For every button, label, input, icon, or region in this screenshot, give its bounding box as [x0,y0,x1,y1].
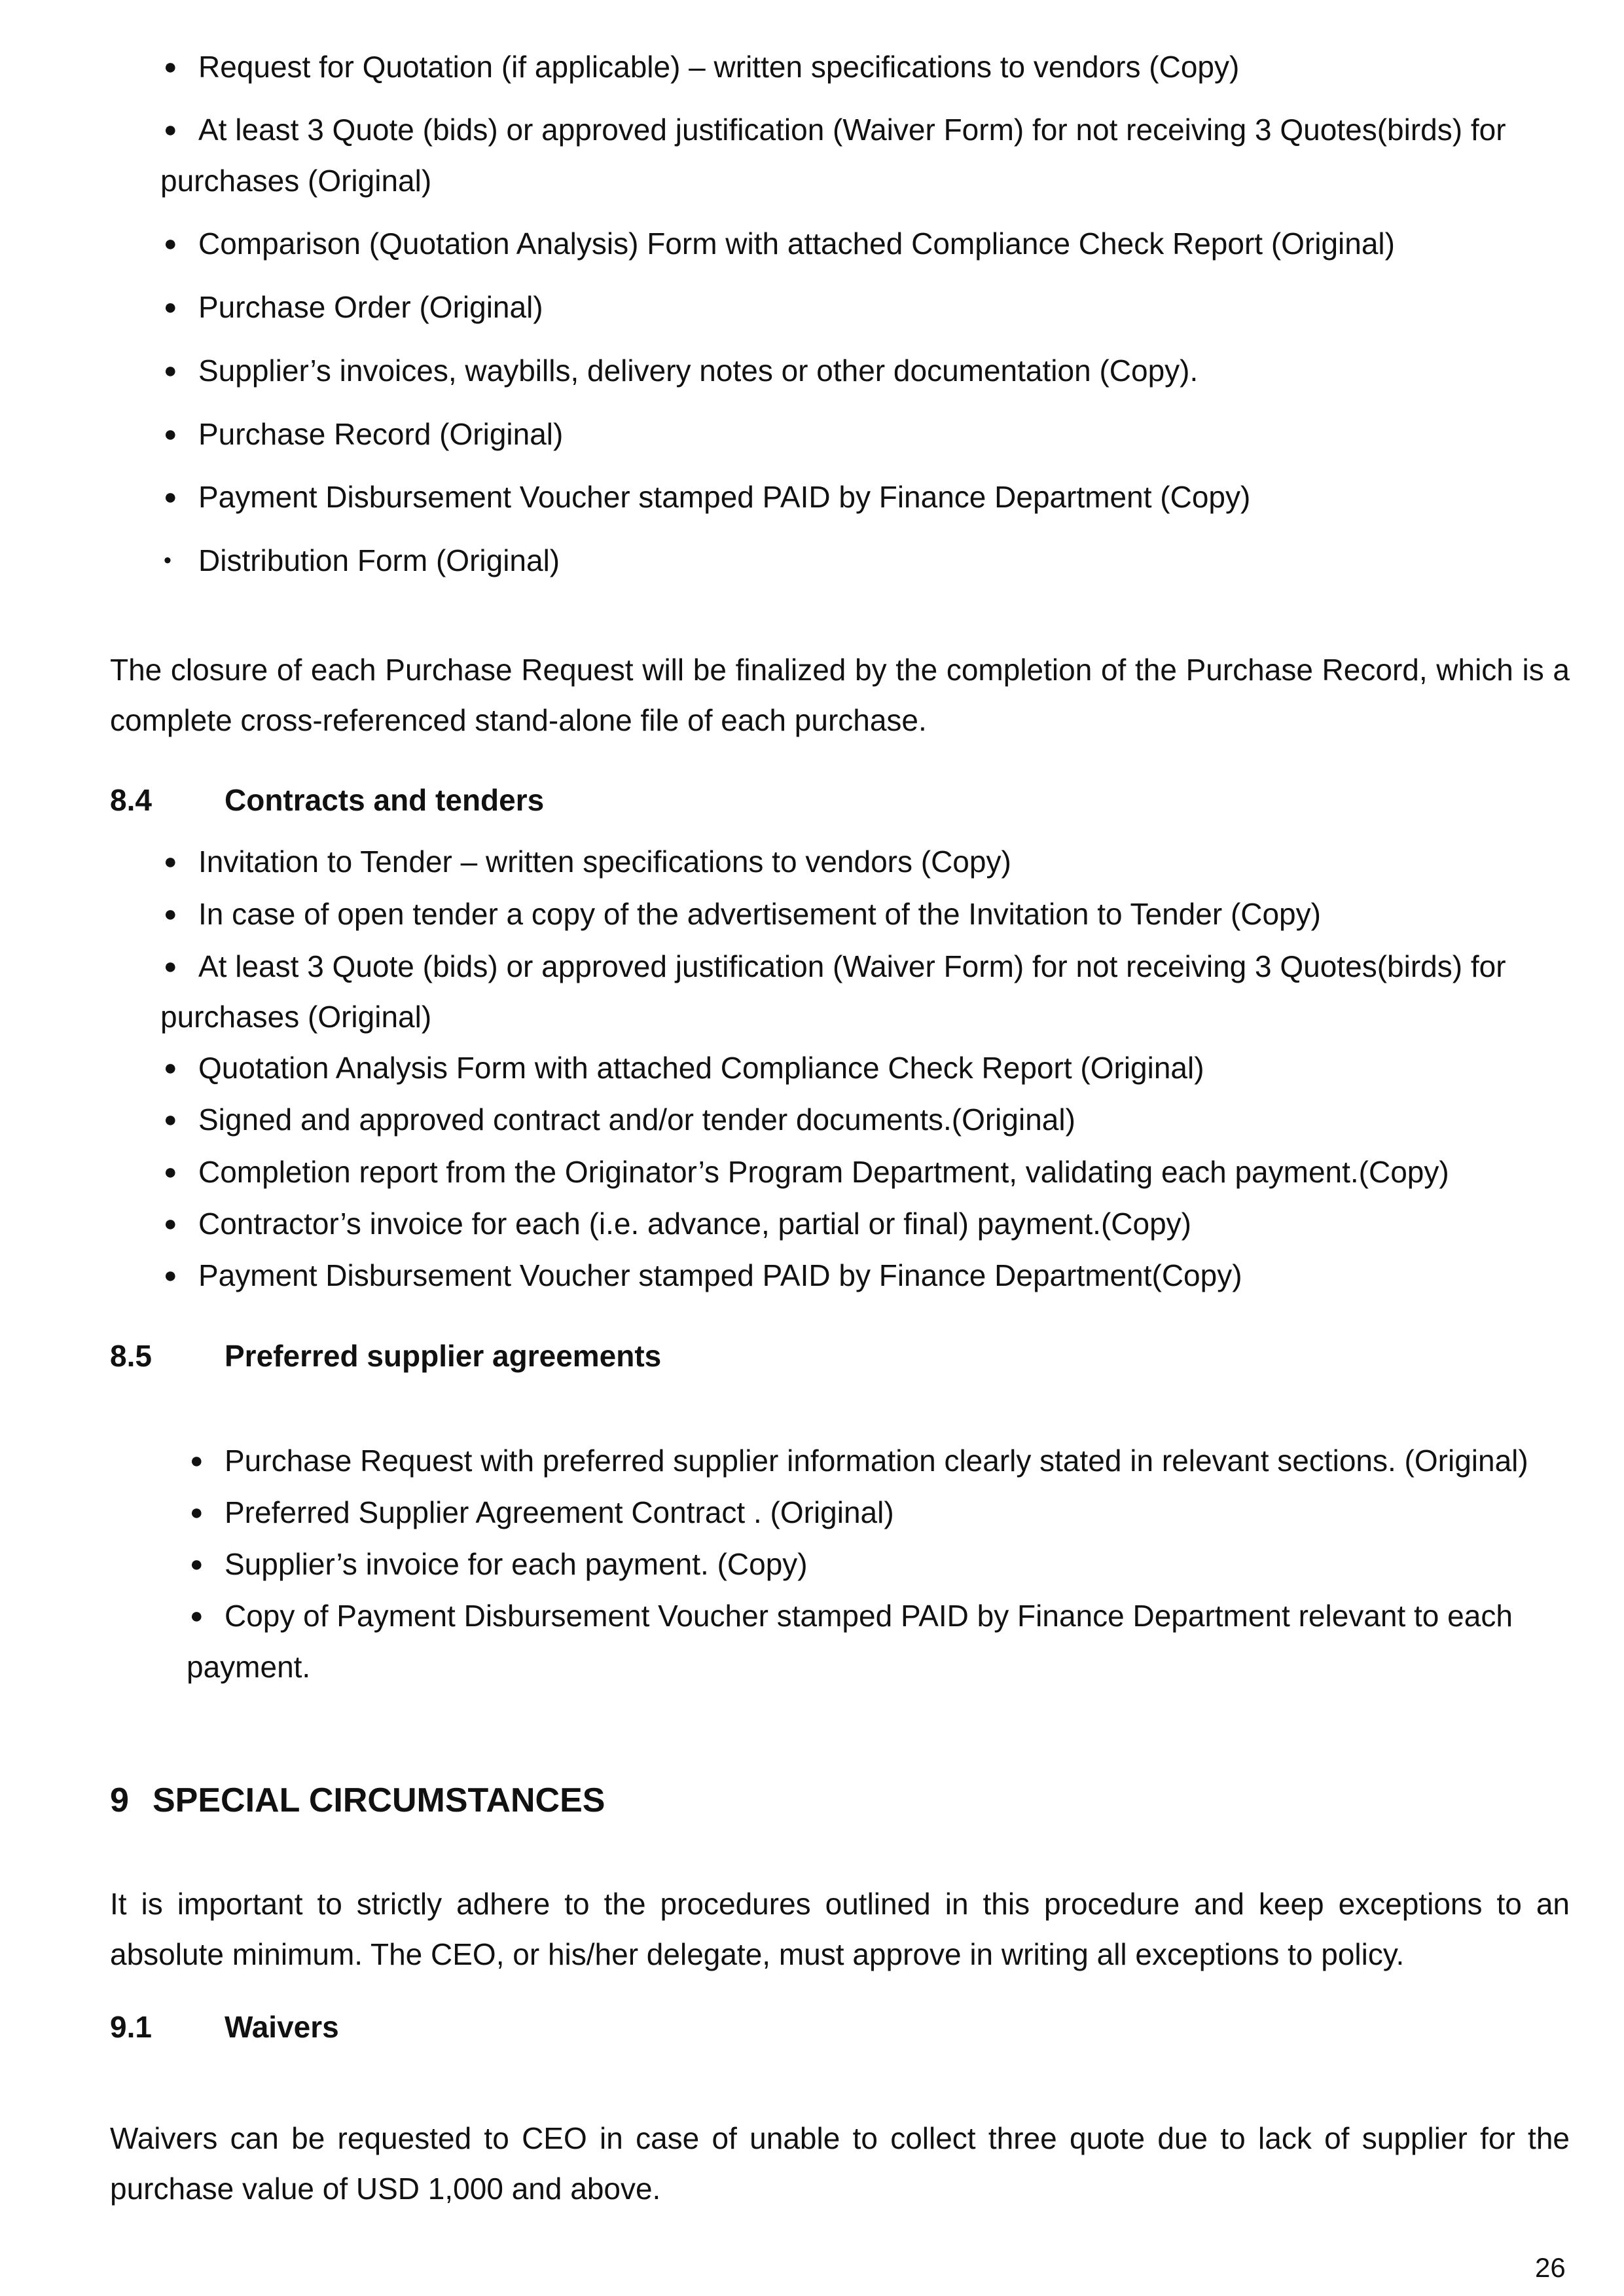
waivers-paragraph: Waivers can be requested to CEO in case of unable to collect three quote due to lack of supplier for the purchase value of USD 1,000 and above. [110,2121,1570,2206]
list-item: Invitation to Tender – written specifications to vendors (Copy) [198,845,1011,879]
special-circumstances-paragraph: It is important to strictly adhere to the procedures outlined in this procedure and keep exceptions to an absolute minimum. The CEO, or his/her delegate, must approve in writing all exceptions to policy. [110,1887,1570,1971]
section-number-8-5: 8.5 [110,1339,152,1373]
heading-special-circumstances: SPECIAL CIRCUMSTANCES [153,1781,605,1819]
bullet-dot: ● [190,1552,204,1576]
bullet-dot: ● [164,1211,177,1236]
list-item: In case of open tender a copy of the advertisement of the Invitation to Tender (Copy) [198,897,1321,931]
list-item: Request for Quotation (if applicable) – written specifications to vendors (Copy) [198,50,1240,84]
bullet-dot: ● [164,117,177,142]
bullet-dot: ● [164,849,177,874]
list-item: Payment Disbursement Voucher stamped PAID by Finance Department (Copy) [198,480,1251,514]
list-item: Supplier’s invoice for each payment. (Copy) [225,1547,808,1581]
bullet-dot: ● [164,422,177,446]
closure-paragraph: The closure of each Purchase Request will be finalized by the completion of the Purchase Record, which is a complete cross-referenced stand-alone file of each purchase. [110,653,1570,737]
list-item: Quotation Analysis Form with attached Compliance Check Report (Original) [198,1051,1204,1085]
bullet-dot: ● [164,1263,177,1288]
list-item: Payment Disbursement Voucher stamped PAID by Finance Department(Copy) [198,1258,1242,1292]
list-item-continuation: payment. [187,1650,311,1684]
bullet-dot: ● [164,1055,177,1080]
section-title-8-4: Contracts and tenders [225,783,545,817]
section-number-9-1: 9.1 [110,2010,152,2044]
bullet-dot: ● [190,1603,204,1628]
bullet-dot: ● [164,54,177,79]
bullet-dot: ● [164,902,177,926]
list-item-continuation: purchases (Original) [160,1000,432,1034]
bullet-dot: ● [164,358,177,383]
list-item: Contractor’s invoice for each (i.e. advance, partial or final) payment.(Copy) [198,1207,1191,1241]
list-item: Purchase Order (Original) [198,290,543,324]
list-item: Preferred Supplier Agreement Contract . (Original) [225,1495,894,1529]
heading-number-9: 9 [110,1781,129,1819]
list-item: Purchase Record (Original) [198,417,564,451]
list-item: At least 3 Quote (bids) or approved justification (Waiver Form) for not receiving 3 Quotes(birds) for [198,113,1506,147]
bullet-dot: • [164,548,171,573]
list-item: Supplier’s invoices, waybills, delivery notes or other documentation (Copy). [198,354,1199,388]
list-item: Copy of Payment Disbursement Voucher stamped PAID by Finance Department relevant to each [225,1599,1513,1633]
list-item: Comparison (Quotation Analysis) Form with attached Compliance Check Report (Original) [198,227,1395,261]
bullet-dot: ● [164,1107,177,1132]
list-item: Purchase Request with preferred supplier information clearly stated in relevant sections. (Original) [225,1444,1528,1478]
section-number-8-4: 8.4 [110,783,152,817]
page-number: 26 [1535,2252,1566,2283]
list-item: Distribution Form (Original) [198,543,560,577]
bullet-dot: ● [164,954,177,979]
section-title-9-1: Waivers [225,2010,339,2044]
section-title-8-5: Preferred supplier agreements [225,1339,662,1373]
bullet-dot: ● [164,295,177,319]
bullet-dot: ● [190,1500,204,1525]
bullet-dot: ● [164,484,177,509]
list-item: At least 3 Quote (bids) or approved justification (Waiver Form) for not receiving 3 Quotes(birds) for [198,949,1506,983]
bullet-dot: ● [164,1159,177,1184]
bullet-dot: ● [164,231,177,256]
list-item: Signed and approved contract and/or tender documents.(Original) [198,1102,1075,1137]
list-item: Completion report from the Originator’s Program Department, validating each payment.(Copy) [198,1155,1449,1189]
list-item-continuation: purchases (Original) [160,164,432,198]
bullet-dot: ● [190,1448,204,1473]
